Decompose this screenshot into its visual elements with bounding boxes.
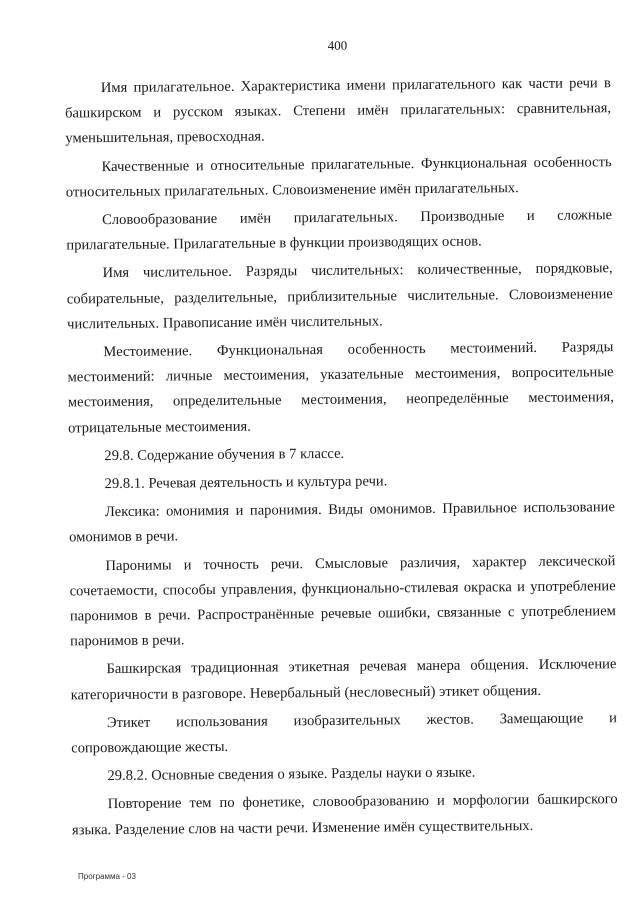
paragraph-numeral: Имя числительное. Разряды числительных: количественные, порядковые, собирательные, разделительные, приблизительные числительные. Словоизменение числительных. Правописание имён числительных. xyxy=(66,260,613,333)
section-heading-29-8-1: 29.8.1. Речевая деятельность и культура речи. xyxy=(104,473,388,493)
paragraph-lexicon: Лексика: омонимия и паронимия. Виды омонимов. Правильное использование омонимов в речи. xyxy=(69,499,615,546)
paragraph-paronyms: Паронимы и точность речи. Смысловые различия, характер лексической сочетаемости, способы управления, функционально-стилевая окраска и употребление паронимов в речи. Распространённые речевые ошибки, связанные с употреблением паронимов в речи. xyxy=(69,552,616,650)
paragraph-qualitative-adjectives: Качественные и относительные прилагательные. Функциональная особенность относительных прилагательных. Словоизменение имён прилагательных. xyxy=(65,153,612,201)
footer-program-label: Программа - 03 xyxy=(78,872,136,881)
paragraph-pronoun: Местоимение. Функциональная особенность местоимений. Разряды местоимений: личные местоимения, указательные местоимения, вопросительные местоимения, определительные местоимения, неопределённые местоимения, отрицательные местоимения. xyxy=(67,339,614,437)
paragraph-bashkir-etiquette: Башкирская традиционная этикетная речевая манера общения. Исключение категоричности в разговоре. Невербальный (несловесный) этикет общения. xyxy=(70,656,617,704)
paragraph-adjective-word-formation: Словообразование имён прилагательных. Производные и сложные прилагательные. Прилагательные в функции производящих основ. xyxy=(66,207,613,254)
section-heading-29-8-2: 29.8.2. Основные сведения о языке. Разделы науки о языке. xyxy=(107,764,476,785)
paragraph-adjective: Имя прилагательное. Характеристика имени прилагательного как части речи в башкирском и русском языках. Степени имён прилагательных: сравнительная, уменьшительная, превосходная. xyxy=(65,75,612,147)
paragraph-gestures: Этикет использования изобразительных жестов. Замещающие и сопровождающие жесты. xyxy=(71,710,617,757)
page-number: 400 xyxy=(327,37,348,53)
paragraph-review: Повторение тем по фонетике, словообразованию и морфологии башкирского языка. Разделение слов на части речи. Изменение имён существительных. xyxy=(71,791,618,839)
section-heading-29-8: 29.8. Содержание обучения в 7 классе. xyxy=(104,445,345,464)
